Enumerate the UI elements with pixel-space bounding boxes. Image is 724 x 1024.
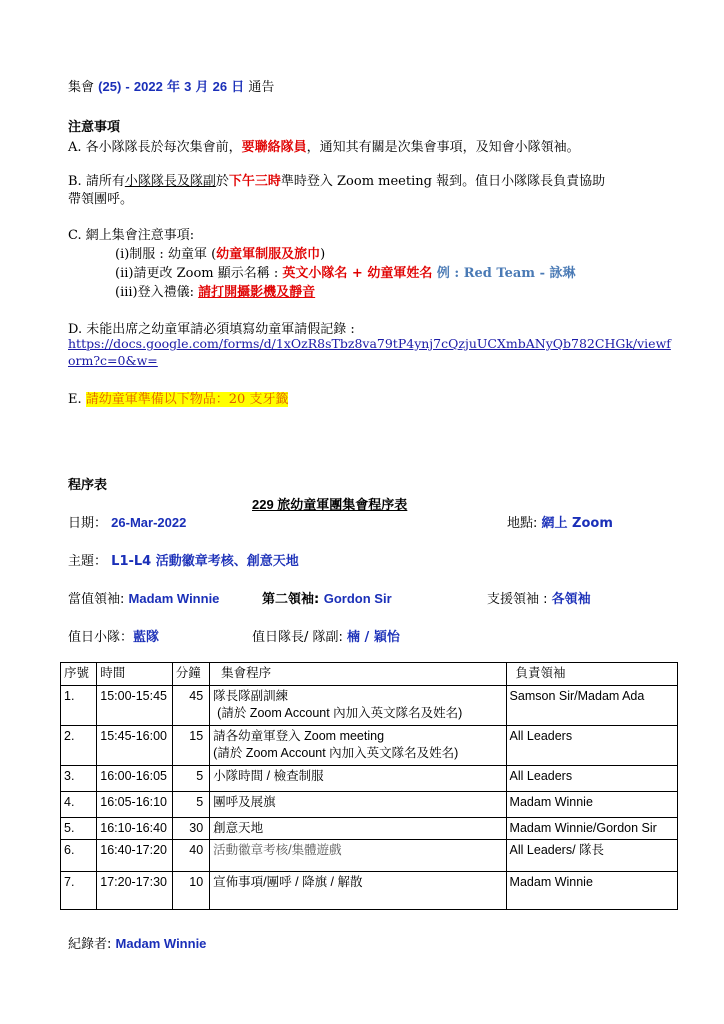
note-c-i-pre: (i)制服 : 幼童軍 ( <box>115 247 217 262</box>
row-no: 2. <box>61 726 97 766</box>
row-item-text: 請各幼童軍登入 Zoom meeting <box>213 729 385 743</box>
title-suffix: 通告 <box>248 80 275 95</box>
leave-form-link-cont[interactable] <box>68 353 158 368</box>
note-c-ii <box>115 262 576 281</box>
theme-label: 主題： <box>68 554 108 569</box>
col-header-time: 時間 <box>97 663 173 686</box>
col-header-programme-text: 集會程序 <box>221 666 272 680</box>
note-e-label: E. <box>68 392 86 407</box>
second-leader-value: Gordon Sir <box>323 591 392 606</box>
note-b <box>68 170 605 189</box>
row-item-text: 隊長隊副訓練 <box>213 689 289 703</box>
row-leader: Madam Winnie <box>506 872 677 910</box>
note-c-iii-emph: 請打開攝影機及靜音 <box>198 285 316 300</box>
date-label: 日期： <box>68 516 108 531</box>
duty-pl-value: 楠 / 穎怡 <box>347 630 400 645</box>
date-value: 26-Mar-2022 <box>111 515 187 530</box>
row-time: 16:10-16:40 <box>97 818 173 840</box>
second-leader-row <box>262 588 392 607</box>
row-time: 15:45-16:00 <box>97 726 173 766</box>
table-row <box>61 840 678 872</box>
table-row <box>61 726 678 766</box>
row-leader: All Leaders/ 隊長 <box>506 840 677 872</box>
support-value: 各領袖 <box>551 592 591 607</box>
row-min: 30 <box>172 818 209 840</box>
title-dash: - <box>125 79 130 94</box>
support-leader-row <box>487 588 591 607</box>
theme-row <box>68 550 299 569</box>
row-leader: All Leaders <box>506 726 677 766</box>
duty-patrol-value: 藍隊 <box>133 630 160 645</box>
col-header-programme <box>210 663 506 686</box>
row-item <box>210 726 506 766</box>
row-leader: Madam Winnie/Gordon Sir <box>506 818 677 840</box>
note-b-pre: B. 請所有 <box>68 174 125 189</box>
row-leader: All Leaders <box>506 766 677 792</box>
note-c-i <box>115 243 325 262</box>
row-no: 6. <box>61 840 97 872</box>
row-leader: Samson Sir/Madam Ada <box>506 686 677 726</box>
note-c-i-post: ) <box>320 247 326 262</box>
row-no: 3. <box>61 766 97 792</box>
date-day-unit: 日 <box>231 80 245 95</box>
row-time: 16:40-17:20 <box>97 840 173 872</box>
duty-leader-label: 當值領袖: <box>68 592 129 607</box>
programme-heading: 程序表 <box>68 478 108 493</box>
note-c-ii-emph: 英文小隊名 + 幼童軍姓名 <box>282 266 433 281</box>
notice-title <box>68 76 274 95</box>
note-b-mid: 於 <box>215 174 229 189</box>
row-leader: Madam Winnie <box>506 792 677 818</box>
leave-form-link[interactable] <box>68 336 671 351</box>
programme-title: 229 旅幼童軍團集會程序表 <box>252 497 408 512</box>
venue-label: 地點: <box>507 516 538 531</box>
row-min: 10 <box>172 872 209 910</box>
row-item: 小隊時間 / 檢查制服 <box>210 766 506 792</box>
leave-form-link-line2[interactable]: orm?c=0&w= <box>68 353 158 368</box>
date-year: 2022 <box>133 79 163 94</box>
note-c-title: C. 網上集會注意事項: <box>68 228 195 243</box>
note-a <box>68 136 580 155</box>
row-item <box>210 686 506 726</box>
date-year-unit: 年 <box>166 80 180 95</box>
venue-row <box>507 512 613 531</box>
note-e <box>68 388 288 407</box>
col-header-leader-text: 負責領袖 <box>515 666 566 680</box>
title-prefix: 集會 <box>68 80 95 95</box>
note-a-emph: 要聯絡隊員 <box>241 140 307 155</box>
row-item-note: (請於 Zoom Account 內加入英文隊名及姓名) <box>217 706 463 720</box>
note-c-i-emph: 幼童軍制服及旅巾 <box>216 247 321 262</box>
duty-leader-row <box>68 588 219 607</box>
row-no: 5. <box>61 818 97 840</box>
date-month: 3 <box>184 79 192 94</box>
support-label: 支援領袖 : <box>487 592 552 607</box>
note-b-u1: 小隊隊長及隊副 <box>124 174 216 189</box>
recorder-value: Madam Winnie <box>115 936 207 951</box>
row-min: 15 <box>172 726 209 766</box>
note-c-iii-pre: (iii)登入禮儀: <box>115 285 199 300</box>
duty-pl-label: 值日隊長/ 隊副: <box>252 630 348 645</box>
note-b-line2: 帶領團呼。 <box>68 192 134 207</box>
row-no: 4. <box>61 792 97 818</box>
second-leader-label: 第二領袖: <box>262 592 324 607</box>
duty-leader-value: Madam Winnie <box>128 591 220 606</box>
row-min: 40 <box>172 840 209 872</box>
row-time: 16:00-16:05 <box>97 766 173 792</box>
venue-value: 網上 Zoom <box>541 516 613 531</box>
leave-form-link-line1[interactable]: https://docs.google.com/forms/d/1xOzR8sTbz8va79tP4ynj7cQzjuUCXmbANyQb782CHGk/viewf <box>68 336 671 351</box>
note-a-pre: A. 各小隊隊長於每次集會前， <box>68 140 242 155</box>
recorder-row <box>68 933 206 952</box>
row-min: 45 <box>172 686 209 726</box>
theme-value: L1-L4 活動徽章考核、創意天地 <box>111 554 299 569</box>
col-header-leader <box>506 663 677 686</box>
row-no: 7. <box>61 872 97 910</box>
meeting-number: (25) <box>98 79 122 94</box>
duty-pl-row <box>252 626 400 645</box>
note-a-post: ，通知其有關是次集會事項，及知會小隊領袖。 <box>306 140 580 155</box>
note-e-highlight: 請幼童軍準備以下物品：20 支牙籤 <box>85 392 289 407</box>
row-item: 創意天地 <box>210 818 506 840</box>
table-header-row <box>61 663 678 686</box>
table-row <box>61 792 678 818</box>
row-item: 活動徽章考核/集體遊戲 <box>210 840 506 872</box>
duty-patrol-label: 值日小隊： <box>68 630 134 645</box>
row-item: 宣佈事項/團呼 / 降旗 / 解散 <box>210 872 506 910</box>
table-row <box>61 818 678 840</box>
row-time: 16:05-16:10 <box>97 792 173 818</box>
note-c-iii <box>115 281 315 300</box>
table-row <box>61 686 678 726</box>
table-row <box>61 766 678 792</box>
table-row <box>61 872 678 910</box>
date-row <box>68 512 186 531</box>
row-item: 團呼及展旗 <box>210 792 506 818</box>
note-b-post: 準時登入 Zoom meeting 報到。值日小隊隊長負責協助 <box>280 174 606 189</box>
programme-table <box>60 662 678 910</box>
row-time: 15:00-15:45 <box>97 686 173 726</box>
note-b-emph: 下午三時 <box>228 174 281 189</box>
row-min: 5 <box>172 792 209 818</box>
note-c-ii-example: 例 : Red Team - 詠琳 <box>432 266 576 281</box>
row-min: 5 <box>172 766 209 792</box>
note-d-text: D. 未能出席之幼童軍請必須填寫幼童軍請假記錄 : <box>68 322 355 337</box>
col-header-no: 序號 <box>61 663 97 686</box>
date-day: 26 <box>212 79 228 94</box>
note-c-ii-pre: (ii)請更改 Zoom 顯示名稱 : <box>115 266 283 281</box>
notes-heading: 注意事項 <box>68 120 121 135</box>
duty-patrol-row <box>68 626 159 645</box>
recorder-label: 紀錄者: <box>68 937 116 952</box>
col-header-min: 分鐘 <box>172 663 209 686</box>
row-no: 1. <box>61 686 97 726</box>
date-month-unit: 月 <box>195 80 209 95</box>
row-item-note: (請於 Zoom Account 內加入英文隊名及姓名) <box>213 746 459 760</box>
row-time: 17:20-17:30 <box>97 872 173 910</box>
